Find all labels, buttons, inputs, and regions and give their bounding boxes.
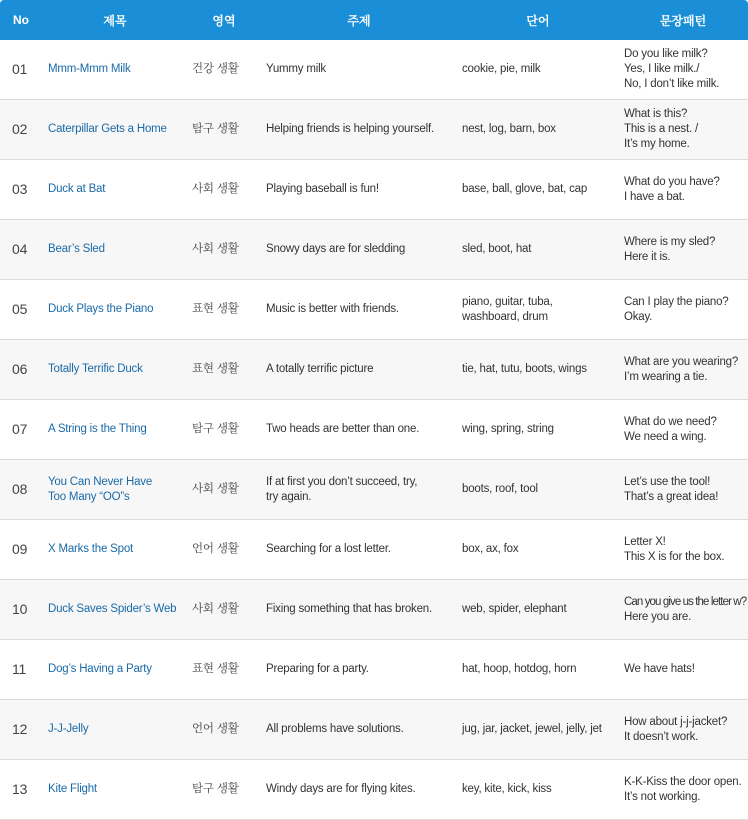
pattern-cell (618, 520, 748, 580)
words-cell-line: sled, boot, hat (462, 243, 532, 255)
pattern-cell (618, 280, 748, 340)
book-title-link-line: Duck at Bat (48, 183, 106, 195)
header-no: No (0, 0, 42, 40)
table-row (0, 700, 748, 760)
words-cell (458, 220, 618, 280)
pattern-cell-line: I have a bat. (624, 190, 685, 203)
pattern-cell-line: That’s a great idea! (624, 490, 719, 503)
words-cell-line: boots, roof, tool (462, 483, 538, 495)
words-cell-line: piano, guitar, tuba, (462, 295, 553, 308)
area-cell: 표현 생활 (188, 640, 260, 700)
book-title-link-line: X Marks the Spot (48, 543, 134, 555)
row-number: 02 (0, 100, 42, 160)
area-cell: 언어 생활 (188, 520, 260, 580)
book-title-link-line: Duck Saves Spider’s Web (48, 603, 177, 615)
header-title: 제목 (42, 0, 188, 40)
table-row (0, 40, 748, 100)
table-row (0, 100, 748, 160)
book-title-link-line: A String is the Thing (48, 423, 147, 435)
words-cell (458, 580, 618, 640)
pattern-cell-line: What do you have? (624, 175, 720, 188)
row-number: 06 (0, 340, 42, 400)
row-number: 04 (0, 220, 42, 280)
theme-cell-line: A totally terrific picture (266, 363, 374, 375)
words-cell (458, 520, 618, 580)
book-title-link[interactable] (42, 280, 188, 340)
theme-cell (260, 700, 458, 760)
theme-cell (260, 580, 458, 640)
pattern-cell (618, 100, 748, 160)
theme-cell (260, 160, 458, 220)
book-title-link-line: Caterpillar Gets a Home (48, 123, 167, 135)
book-title-link[interactable] (42, 40, 188, 100)
theme-cell-line: Fixing something that has broken. (266, 603, 432, 615)
header-words: 단어 (458, 0, 618, 40)
words-cell-line: base, ball, glove, bat, cap (462, 183, 588, 195)
header-pattern: 문장패턴 (618, 0, 748, 40)
pattern-cell (618, 700, 748, 760)
area-cell: 사회 생활 (188, 460, 260, 520)
pattern-cell-line: This is a nest. / (624, 123, 698, 135)
row-number: 09 (0, 520, 42, 580)
pattern-cell-line: Here you are. (624, 610, 692, 623)
pattern-cell-line: What is this? (624, 108, 688, 120)
area-cell: 언어 생활 (188, 700, 260, 760)
words-cell (458, 400, 618, 460)
pattern-cell-line: Let’s use the tool! (624, 475, 711, 488)
book-title-link[interactable] (42, 580, 188, 640)
words-cell-line: box, ax, fox (462, 543, 519, 555)
book-title-link-line: Totally Terrific Duck (48, 363, 143, 375)
book-title-link-line: Too Many “OO”s (48, 490, 130, 503)
book-title-link[interactable] (42, 460, 188, 520)
pattern-cell-line: Can I play the piano? (624, 295, 729, 308)
book-title-link-line: Dog’s Having a Party (48, 663, 152, 675)
book-title-link[interactable] (42, 100, 188, 160)
header-row (0, 0, 748, 40)
book-title-link-line: J-J-Jelly (48, 723, 89, 735)
pattern-cell-line: K-K-Kiss the door open. (624, 775, 742, 788)
pattern-cell-line: What are you wearing? (624, 355, 739, 368)
theme-cell-line: All problems have solutions. (266, 723, 404, 735)
pattern-cell-line: No, I don’t like milk. (624, 78, 720, 90)
pattern-cell-line: It doesn’t work. (624, 730, 699, 743)
theme-cell-line: try again. (266, 490, 312, 503)
theme-cell-line: Windy days are for flying kites. (266, 783, 416, 795)
words-cell (458, 700, 618, 760)
row-number: 11 (0, 640, 42, 700)
theme-cell (260, 100, 458, 160)
theme-cell (260, 400, 458, 460)
area-cell: 탐구 생활 (188, 400, 260, 460)
words-cell-line: jug, jar, jacket, jewel, jelly, jet (462, 723, 602, 735)
book-title-link[interactable] (42, 160, 188, 220)
theme-cell-line: Music is better with friends. (266, 303, 399, 315)
book-title-link-line: Duck Plays the Piano (48, 303, 154, 315)
words-cell-line: tie, hat, tutu, boots, wings (462, 363, 587, 375)
pattern-cell-line: What do we need? (624, 415, 717, 428)
pattern-cell (618, 760, 748, 820)
theme-cell-line: Preparing for a party. (266, 663, 369, 675)
words-cell (458, 760, 618, 820)
book-title-link-line: Kite Flight (48, 783, 97, 795)
theme-cell (260, 760, 458, 820)
words-cell-line: wing, spring, string (462, 423, 554, 435)
theme-cell-line: Snowy days are for sledding (266, 243, 406, 255)
words-cell-line: key, kite, kick, kiss (462, 783, 552, 795)
row-number: 03 (0, 160, 42, 220)
pattern-cell-line: We have hats! (624, 663, 695, 675)
words-cell (458, 460, 618, 520)
area-cell: 탐구 생활 (188, 760, 260, 820)
theme-cell-line: Helping friends is helping yourself. (266, 123, 434, 135)
table-row (0, 220, 748, 280)
area-cell: 건강 생활 (188, 40, 260, 100)
table-row (0, 760, 748, 820)
table-row (0, 280, 748, 340)
theme-cell (260, 520, 458, 580)
area-cell: 사회 생활 (188, 220, 260, 280)
area-cell: 탐구 생활 (188, 100, 260, 160)
area-cell: 사회 생활 (188, 160, 260, 220)
book-title-link[interactable] (42, 700, 188, 760)
row-number: 05 (0, 280, 42, 340)
words-cell (458, 340, 618, 400)
row-number: 12 (0, 700, 42, 760)
table-row (0, 520, 748, 580)
theme-cell (260, 40, 458, 100)
book-title-link-line: Mmm-Mmm Milk (48, 63, 131, 75)
words-cell (458, 160, 618, 220)
words-cell (458, 640, 618, 700)
row-number: 01 (0, 40, 42, 100)
pattern-cell-line: Do you like milk? (624, 48, 708, 60)
book-title-link[interactable] (42, 640, 188, 700)
header-theme: 주제 (260, 0, 458, 40)
pattern-cell-line: How about j-j-jacket? (624, 715, 728, 728)
table-row (0, 160, 748, 220)
table-body (0, 40, 748, 820)
pattern-cell (618, 400, 748, 460)
row-number: 08 (0, 460, 42, 520)
pattern-cell (618, 220, 748, 280)
table-row (0, 400, 748, 460)
book-title-link[interactable] (42, 340, 188, 400)
book-title-link-line: Bear’s Sled (48, 243, 105, 255)
table-row (0, 580, 748, 640)
pattern-cell (618, 340, 748, 400)
pattern-cell-line: Where is my sled? (624, 235, 716, 248)
area-cell: 사회 생활 (188, 580, 260, 640)
row-number: 07 (0, 400, 42, 460)
row-number: 13 (0, 760, 42, 820)
book-title-link[interactable] (42, 400, 188, 460)
theme-cell (260, 460, 458, 520)
book-title-link[interactable] (42, 520, 188, 580)
words-cell-line: nest, log, barn, box (462, 123, 556, 135)
pattern-cell-line: Here it is. (624, 250, 671, 263)
pattern-cell (618, 580, 748, 640)
book-title-link[interactable] (42, 760, 188, 820)
words-cell-line: washboard, drum (462, 310, 548, 323)
table-row (0, 640, 748, 700)
theme-cell-line: Playing baseball is fun! (266, 183, 379, 195)
theme-cell (260, 640, 458, 700)
pattern-cell-line: Yes, I like milk./ (624, 63, 700, 75)
pattern-cell (618, 160, 748, 220)
words-cell (458, 280, 618, 340)
book-title-link-line: You Can Never Have (48, 475, 153, 488)
header-area: 영역 (188, 0, 260, 40)
table-row (0, 460, 748, 520)
pattern-cell-line: It’s not working. (624, 790, 701, 803)
table-row (0, 340, 748, 400)
area-cell: 표현 생활 (188, 280, 260, 340)
pattern-cell-line: Okay. (624, 310, 653, 323)
theme-cell-line: Yummy milk (266, 63, 326, 75)
pattern-cell-line: Can you give us the letter w? (624, 595, 747, 608)
theme-cell-line: If at first you don’t succeed, try, (266, 475, 418, 488)
words-cell (458, 40, 618, 100)
theme-cell-line: Searching for a lost letter. (266, 543, 391, 555)
theme-cell (260, 220, 458, 280)
theme-cell (260, 340, 458, 400)
pattern-cell-line: Letter X! (624, 535, 666, 548)
pattern-cell-line: It’s my home. (624, 138, 690, 150)
theme-cell (260, 280, 458, 340)
words-cell-line: cookie, pie, milk (462, 63, 541, 75)
area-cell: 표현 생활 (188, 340, 260, 400)
pattern-cell (618, 460, 748, 520)
words-cell (458, 100, 618, 160)
book-title-link[interactable] (42, 220, 188, 280)
pattern-cell-line: This X is for the box. (624, 550, 725, 563)
pattern-cell-line: We need a wing. (624, 430, 707, 443)
theme-cell-line: Two heads are better than one. (266, 423, 420, 435)
words-cell-line: hat, hoop, hotdog, horn (462, 663, 577, 675)
pattern-cell (618, 40, 748, 100)
words-cell-line: web, spider, elephant (462, 603, 567, 615)
row-number: 10 (0, 580, 42, 640)
pattern-cell (618, 640, 748, 700)
pattern-cell-line: I’m wearing a tie. (624, 370, 708, 383)
